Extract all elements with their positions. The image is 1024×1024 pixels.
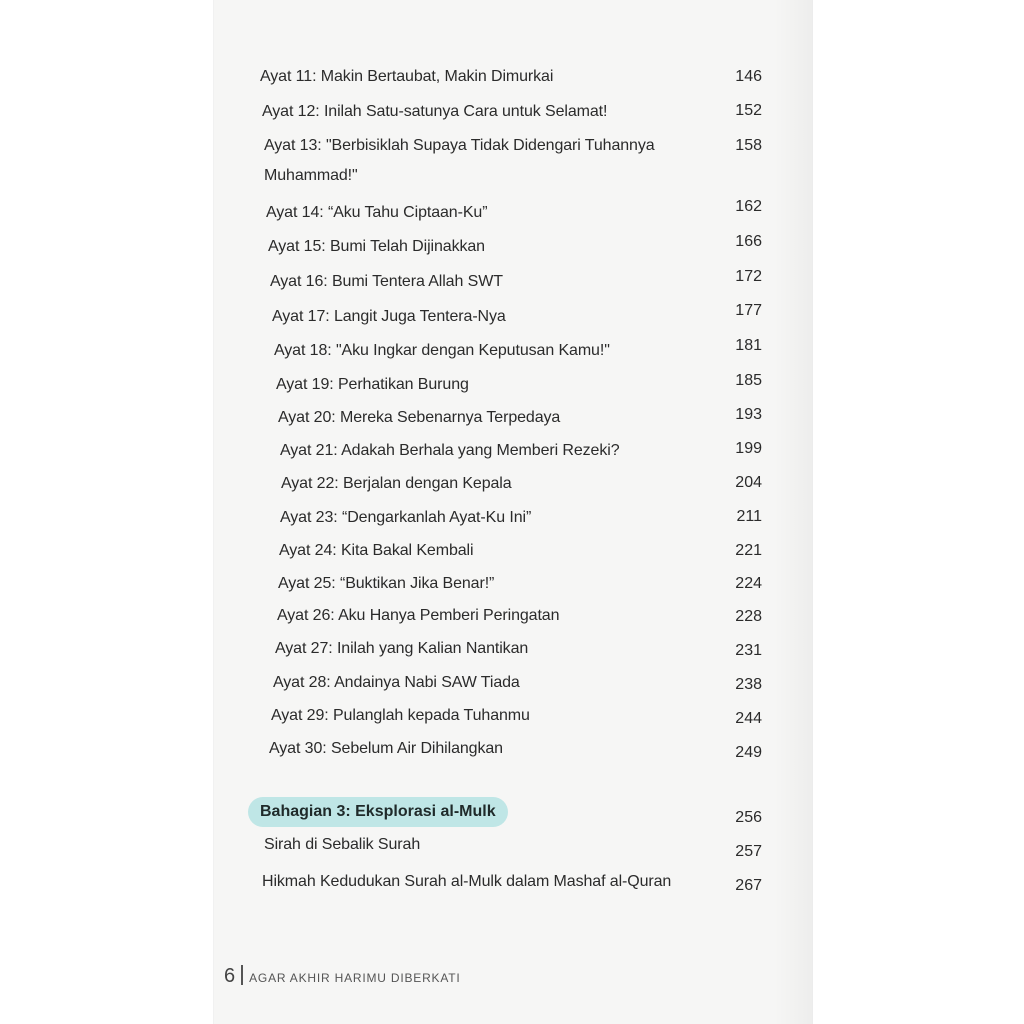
toc-entry-page: 238: [735, 676, 762, 693]
toc-entry: [278, 571, 494, 597]
toc-entry-title: Ayat 21: Adakah Berhala yang Memberi Rezeki?: [280, 442, 620, 459]
section-page: 256: [735, 809, 762, 826]
section-heading: Bahagian 3: Eksplorasi al-Mulk: [248, 797, 508, 827]
toc-entry: [279, 538, 473, 564]
page-footer: [224, 965, 461, 988]
toc-entry-title: Ayat 25: “Buktikan Jika Benar!”: [278, 575, 495, 592]
toc-entry-title: Ayat 22: Berjalan dengan Kepala: [281, 475, 512, 492]
toc-entry-page: 249: [735, 744, 762, 761]
toc-entry-title: Ayat 16: Bumi Tentera Allah SWT: [270, 273, 503, 290]
toc-entry-page: 199: [735, 440, 762, 457]
toc-entry-page: 158: [735, 137, 762, 154]
toc-entry: [260, 64, 553, 90]
running-title: AGAR AKHIR HARIMU DIBERKATI: [249, 971, 461, 985]
toc-entry-page: 211: [736, 508, 762, 525]
toc-entry-page: 152: [735, 102, 762, 119]
toc-entry-title: Ayat 20: Mereka Sebenarnya Terpedaya: [278, 409, 561, 426]
toc-entry: [274, 338, 610, 364]
toc-entry: [273, 670, 520, 696]
toc-entry-title: Ayat 11: Makin Bertaubat, Makin Dimurkai: [260, 68, 554, 85]
toc-entry: [270, 269, 503, 295]
toc-entry-title: Sirah di Sebalik Surah: [264, 836, 421, 853]
toc-entry: [264, 832, 420, 858]
toc-entry-title: Ayat 18: "Aku Ingkar dengan Keputusan Kamu!": [274, 342, 610, 359]
toc-entry-title: Ayat 24: Kita Bakal Kembali: [279, 542, 474, 559]
page-edge-shadow: [774, 0, 812, 1024]
toc-entry: [269, 736, 503, 762]
toc-entry-page: 204: [735, 474, 762, 491]
toc-entry: [277, 603, 559, 629]
toc-entry-title: Ayat 30: Sebelum Air Dihilangkan: [269, 740, 503, 757]
toc-entry: [268, 234, 485, 260]
toc-entry-page: 228: [735, 608, 762, 625]
toc-entry-page: 231: [735, 642, 762, 659]
toc-entry-page: 166: [735, 233, 762, 250]
toc-entry: [262, 869, 671, 895]
toc-entry: [276, 372, 469, 398]
toc-entry: [272, 304, 506, 330]
toc-entry-title: Ayat 14: “Aku Tahu Ciptaan-Ku”: [266, 204, 488, 221]
toc-entry-page: 162: [735, 198, 762, 215]
toc-entry: [264, 131, 694, 191]
toc-entry-title: Ayat 26: Aku Hanya Pemberi Peringatan: [277, 607, 560, 624]
toc-entry: [266, 200, 487, 226]
toc-entry-title: Ayat 19: Perhatikan Burung: [276, 376, 469, 393]
toc-entry-page: 146: [735, 68, 762, 85]
toc-entry-page: 224: [735, 575, 762, 592]
toc-entry-page: 172: [735, 268, 762, 285]
toc-entry: [262, 99, 607, 125]
toc-entry: [280, 438, 620, 464]
footer-divider: [241, 965, 243, 985]
toc-entry-page: 181: [735, 337, 762, 354]
toc-entry-page: 177: [735, 302, 762, 319]
toc-entry-page: 257: [735, 843, 762, 860]
toc-entry-title: Ayat 29: Pulanglah kepada Tuhanmu: [271, 707, 530, 724]
toc-entry-title: Ayat 13: "Berbisiklah Supaya Tidak Didengari Tuhannya Muhammad!": [264, 137, 655, 184]
toc-entry-title: Ayat 17: Langit Juga Tentera-Nya: [272, 308, 506, 325]
toc-entry-title: Hikmah Kedudukan Surah al-Mulk dalam Mashaf al-Quran: [262, 873, 672, 890]
toc-entry-page: 267: [735, 877, 762, 894]
toc-entry-page: 185: [735, 372, 762, 389]
page-number: 6: [224, 965, 236, 987]
toc-entry: [281, 471, 512, 497]
toc-entry: [271, 703, 530, 729]
toc-entry-title: Ayat 28: Andainya Nabi SAW Tiada: [273, 674, 520, 691]
toc-entry: [280, 505, 531, 531]
toc-entry-page: 193: [735, 406, 762, 423]
toc-entry-title: Ayat 27: Inilah yang Kalian Nantikan: [275, 640, 529, 657]
toc-entry: [275, 636, 528, 662]
toc-entry-title: Ayat 15: Bumi Telah Dijinakkan: [268, 238, 485, 255]
toc-entry-title: Ayat 12: Inilah Satu-satunya Cara untuk Selamat!: [262, 103, 608, 120]
toc-entry: [278, 405, 560, 431]
toc-entry-page: 244: [735, 710, 762, 727]
toc-entry-page: 221: [735, 542, 762, 559]
toc-entry-title: Ayat 23: “Dengarkanlah Ayat-Ku Ini”: [280, 509, 532, 526]
